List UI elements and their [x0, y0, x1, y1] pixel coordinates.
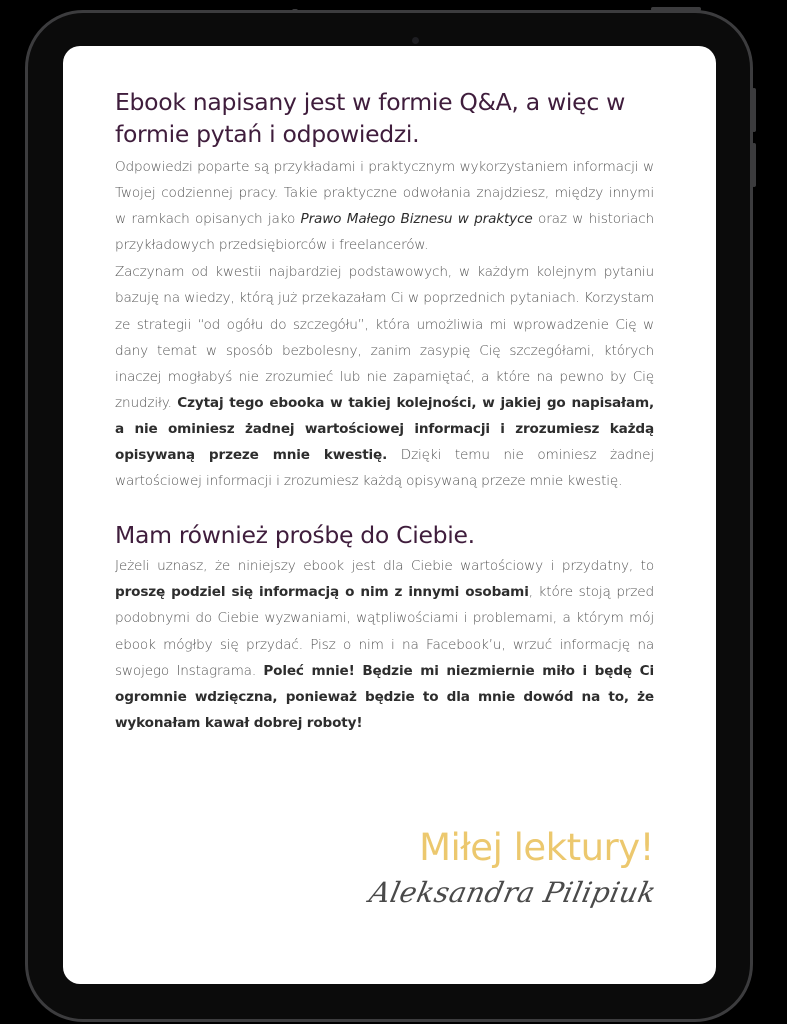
paragraph-answers-emphasis: Prawo Małego Biznesu w praktyce — [300, 211, 533, 228]
paragraph-request-bold: proszę podziel się informacją o nim z innymi osobami — [115, 584, 529, 601]
section-title-request: Mam również prośbę do Ciebie. — [115, 521, 475, 550]
paragraph-answers-text: Odpowiedzi poparte są przykładami i praktycznym wykorzystaniem informacji w Twojej codziennej pracy. Takie praktyczne odwołania znajdziesz, między innymi w ramkach opisanych jako — [115, 159, 654, 228]
page-title: Ebook napisany jest w formie Q&A, a więc w formie pytań i odpowiedzi. — [115, 88, 626, 148]
paragraph-request-text: Jeżeli uznasz, że niniejszy ebook jest dla Ciebie wartościowy i przydatny, to — [115, 558, 654, 575]
paragraph-request-bold-end: Poleć mnie! Będzie mi niezmiernie miło i będę Ci ogromnie wdzięczna, ponieważ będzie to dla mnie dowód na to, że wykonałam kawał dobrej roboty! — [115, 662, 654, 731]
ebook-page[interactable] — [63, 46, 716, 984]
paragraph-order-text-end: Dzięki temu nie ominiesz żadnej wartościowej informacji i zrozumiesz każdą opisywaną przeze mnie kwestię. — [115, 447, 654, 490]
volume-down-button — [752, 143, 756, 187]
volume-up-button — [752, 88, 756, 132]
author-signature: Aleksandra Pilipiuk — [366, 876, 660, 909]
paragraph-order-text: Zaczynam od kwestii najbardziej podstawowych, w każdym kolejnym pytaniu bazuję na wiedzy, którą już przekazałam Ci w poprzednich pytaniach. Korzystam ze strategii “od ogółu do szczegółu”, która umożliwia mi wprowadzenie Cię w dany temat w sposób bezbolesny, zanim zasypię Cię szczegółami, których inaczej mogłabyś nie zrozumieć lub nie zapamiętać, a które na pewno by Cię znudziły. — [115, 264, 654, 411]
paragraph-answers — [115, 154, 654, 258]
top-button-small — [292, 9, 298, 13]
paragraph-order — [115, 259, 654, 494]
paragraph-request-text-mid: , które stoją przed podobnymi do Ciebie wyzwaniami, wątpliwościami i problemami, a którym mój ebook mógłby się przydać. Pisz o nim i na Facebook’u, wrzuć informację na swojego Instagrama. — [115, 584, 654, 679]
top-button — [651, 7, 701, 11]
page-content — [115, 86, 654, 737]
paragraph-order-bold: Czytaj tego ebooka w takiej kolejności, w jakiej go napisałam, a nie ominiesz żadnej wartościowej informacji i zrozumiesz każdą opisywaną przeze mnie kwestię. — [115, 394, 654, 464]
closing-greeting: Miłej lektury! — [419, 826, 654, 869]
paragraph-request — [115, 553, 654, 736]
camera-icon — [412, 37, 419, 44]
paragraph-answers-text-end: oraz w historiach przykładowych przedsiębiorców i freelancerów. — [115, 211, 655, 254]
